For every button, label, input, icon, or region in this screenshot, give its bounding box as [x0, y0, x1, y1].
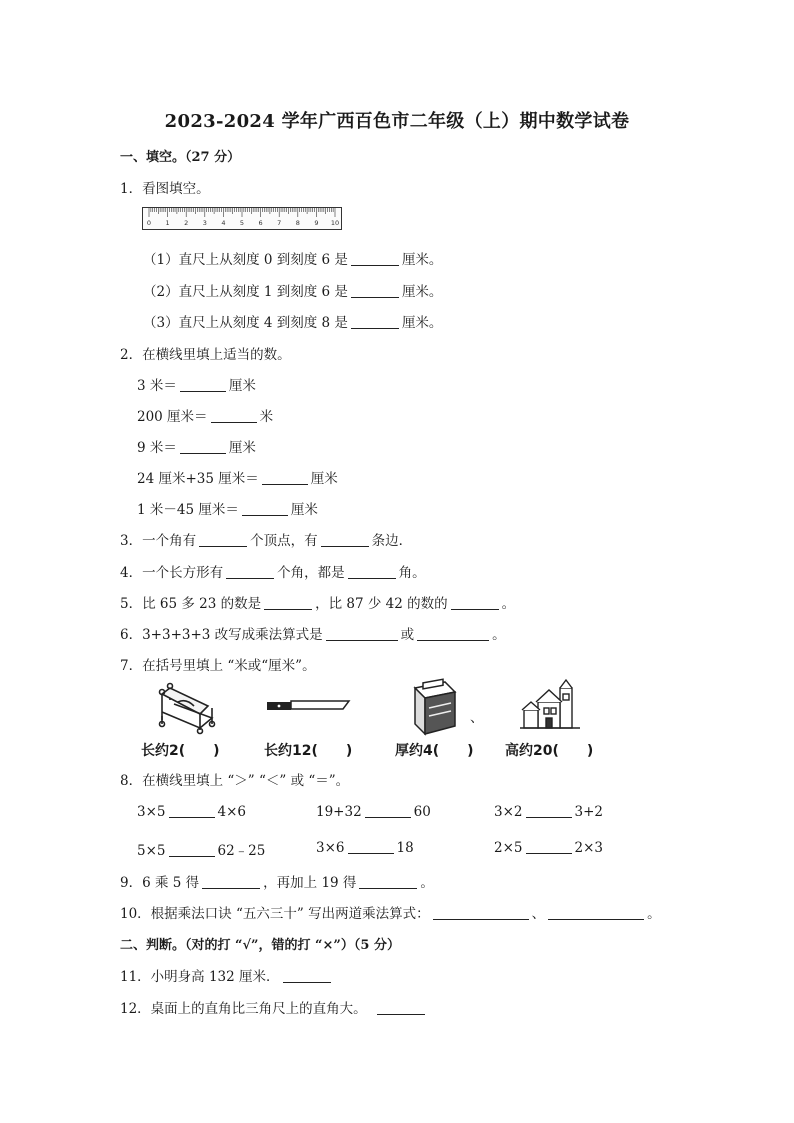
q9-text-a: 9．6 乘 5 得 — [120, 875, 200, 891]
answer-blank[interactable] — [326, 626, 398, 641]
q8-right: 18 — [396, 840, 414, 856]
section-2-heading: 二、判断。（对的打 “√”，错的打 “×”）（5 分） — [120, 938, 400, 953]
question-11 — [120, 965, 334, 985]
q3-text-b: 个顶点，有 — [250, 533, 318, 549]
q6-text-a: 6．3+3+3+3 改写成乘法算式是 — [120, 627, 323, 643]
q2-item-unit: 厘米 — [228, 440, 256, 456]
q1-sub3-unit: 厘米。 — [401, 315, 443, 331]
ruler-image — [142, 207, 342, 230]
ruler-ticks — [149, 208, 335, 217]
answer-blank[interactable] — [526, 803, 572, 818]
ruler-label: 9 — [314, 219, 319, 227]
q8-compare — [494, 839, 603, 856]
answer-blank[interactable] — [169, 803, 215, 818]
knife-image — [265, 694, 351, 716]
question-1: 1．看图填空。 — [120, 181, 210, 197]
question-5 — [120, 592, 515, 612]
ruler-label: 6 — [258, 219, 263, 227]
page-title: 2023-2024 学年广西百色市二年级（上）期中数学试卷 — [164, 111, 630, 132]
ruler-label: 0 — [146, 219, 152, 227]
answer-blank[interactable] — [548, 905, 644, 920]
q9-text-b: ，再加上 19 得 — [263, 875, 357, 891]
answer-blank[interactable] — [417, 626, 489, 641]
q8-right: 2×3 — [574, 840, 603, 856]
question-8: 8．在横线里填上 “＞” “＜” 或 “＝”。 — [120, 773, 350, 789]
ruler-label: 5 — [239, 219, 245, 227]
q10-text-a: 10．根据乘法口诀 “五六三十” 写出两道乘法算式： — [120, 906, 430, 922]
answer-blank[interactable] — [180, 377, 226, 392]
q8-left: 3×2 — [494, 804, 523, 820]
q4-text-c: 角。 — [398, 565, 426, 581]
q2-item — [137, 405, 273, 425]
q10-text-b: 、 — [531, 906, 546, 922]
q8-left: 3×6 — [316, 840, 345, 856]
question-1-sub-1 — [143, 248, 442, 268]
q2-item-text: 200 厘米＝ — [137, 409, 208, 425]
answer-blank[interactable] — [351, 283, 399, 298]
q2-item — [137, 436, 256, 456]
section-1-heading: 一、填空。（27 分） — [120, 150, 241, 165]
answer-blank[interactable] — [180, 439, 226, 454]
q7-item-close: ) — [213, 743, 220, 759]
q7-item-close: ) — [586, 743, 594, 759]
q7-item-label: 长约12( — [264, 743, 318, 759]
question-12 — [120, 997, 428, 1017]
q8-compare — [316, 803, 431, 820]
q8-right: 3+2 — [574, 804, 603, 820]
ruler-label: 3 — [202, 219, 207, 227]
q8-right: 62﹣25 — [217, 843, 266, 859]
q2-item — [137, 467, 338, 487]
ruler-label: 7 — [277, 219, 282, 227]
q2-item-unit: 米 — [259, 409, 274, 425]
q10-text-c: 。 — [647, 906, 661, 922]
q1-sub3-text: （3）直尺上从刻度 4 到刻度 8 是 — [143, 315, 348, 331]
answer-blank[interactable] — [202, 874, 260, 889]
q3-text-c: 条边． — [371, 533, 413, 549]
ruler-label: 10 — [330, 219, 340, 227]
q2-item-text: 9 米＝ — [137, 440, 177, 456]
answer-blank[interactable] — [351, 314, 399, 329]
q7-item-building — [505, 740, 593, 760]
answer-blank[interactable] — [359, 874, 417, 889]
q2-item-unit: 厘米 — [290, 502, 318, 518]
answer-blank[interactable] — [211, 408, 257, 423]
answer-blank[interactable] — [526, 839, 572, 854]
ruler-label: 4 — [221, 219, 226, 227]
q5-text-a: 5．比 65 多 23 的数是 — [120, 596, 262, 612]
q7-item-label: 长约2( — [141, 743, 186, 759]
q12-text: 12．桌面上的直角比三角尺上的直角大。 — [120, 1001, 367, 1017]
q1-sub1-text: （1）直尺上从刻度 0 到刻度 6 是 — [143, 252, 348, 268]
q5-text-c: 。 — [501, 596, 516, 612]
q7-item-book — [395, 740, 474, 760]
book-image — [405, 678, 475, 736]
q1-sub1-unit: 厘米。 — [401, 252, 443, 268]
ruler-svg — [143, 208, 341, 229]
q2-item-text: 1 米－45 厘米＝ — [137, 502, 239, 518]
ruler-labels — [147, 219, 339, 227]
answer-blank[interactable] — [226, 564, 274, 579]
answer-blank[interactable] — [377, 1000, 425, 1015]
q8-compare — [137, 839, 265, 859]
building-image — [518, 676, 582, 736]
answer-blank[interactable] — [348, 839, 394, 854]
answer-blank[interactable] — [242, 501, 288, 516]
question-6 — [120, 623, 506, 643]
bed-image — [150, 680, 220, 735]
q11-text: 11．小明身高 132 厘米． — [120, 969, 280, 985]
question-9 — [120, 871, 434, 891]
q3-text-a: 3．一个角有 — [120, 533, 197, 549]
question-1-sub-2 — [143, 280, 442, 300]
q1-sub2-text: （2）直尺上从刻度 1 到刻度 6 是 — [143, 284, 348, 300]
question-4 — [120, 561, 426, 581]
ruler-label: 8 — [295, 219, 300, 227]
q2-item — [137, 498, 318, 518]
ruler-label: 1 — [165, 219, 170, 227]
q2-item — [137, 374, 256, 394]
q8-compare — [316, 839, 414, 856]
answer-blank[interactable] — [262, 470, 308, 485]
answer-blank[interactable] — [351, 251, 399, 266]
q7-item-label: 厚约4( — [395, 743, 440, 759]
question-10 — [120, 902, 661, 922]
q8-right: 4×6 — [217, 804, 246, 820]
q2-item-text: 3 米＝ — [137, 378, 177, 394]
q7-item-close: ) — [345, 743, 353, 759]
q4-text-b: 个角，都是 — [277, 565, 345, 581]
ruler-label: 2 — [184, 219, 189, 227]
question-3 — [120, 529, 412, 549]
q7-item-close: ) — [467, 743, 474, 759]
q7-item-bed — [141, 740, 220, 760]
answer-blank[interactable] — [199, 532, 247, 547]
q9-text-c: 。 — [420, 875, 434, 891]
q7-item-label: 高约20( — [505, 743, 559, 759]
q8-left: 3×5 — [137, 804, 166, 820]
answer-blank[interactable] — [451, 595, 499, 610]
q1-sub2-unit: 厘米。 — [401, 284, 443, 300]
answer-blank[interactable] — [433, 905, 529, 920]
question-7: 7．在括号里填上 “米或“厘米”。 — [120, 658, 316, 674]
q7-separator: 、 — [470, 710, 484, 726]
q2-item-unit: 厘米 — [310, 471, 338, 487]
question-1-sub-3 — [143, 311, 442, 331]
q8-right: 60 — [413, 804, 431, 820]
q8-compare — [137, 803, 246, 820]
answer-blank[interactable] — [365, 803, 411, 818]
q2-item-text: 24 厘米+35 厘米＝ — [137, 471, 259, 487]
q8-left: 2×5 — [494, 840, 523, 856]
answer-blank[interactable] — [264, 595, 312, 610]
q2-item-unit: 厘米 — [228, 378, 256, 394]
q8-compare — [494, 803, 603, 820]
q7-item-knife — [264, 740, 352, 760]
q6-text-c: 。 — [492, 627, 506, 643]
q5-text-b: ，比 87 少 42 的数的 — [315, 596, 448, 612]
q8-left: 5×5 — [137, 843, 166, 859]
question-2: 2．在横线里填上适当的数。 — [120, 347, 291, 363]
answer-blank[interactable] — [321, 532, 369, 547]
q6-text-b: 或 — [400, 627, 415, 643]
answer-blank[interactable] — [348, 564, 396, 579]
q8-left: 19+32 — [316, 804, 362, 820]
answer-blank[interactable] — [283, 968, 331, 983]
q4-text-a: 4．一个长方形有 — [120, 565, 224, 581]
answer-blank[interactable] — [169, 842, 215, 857]
